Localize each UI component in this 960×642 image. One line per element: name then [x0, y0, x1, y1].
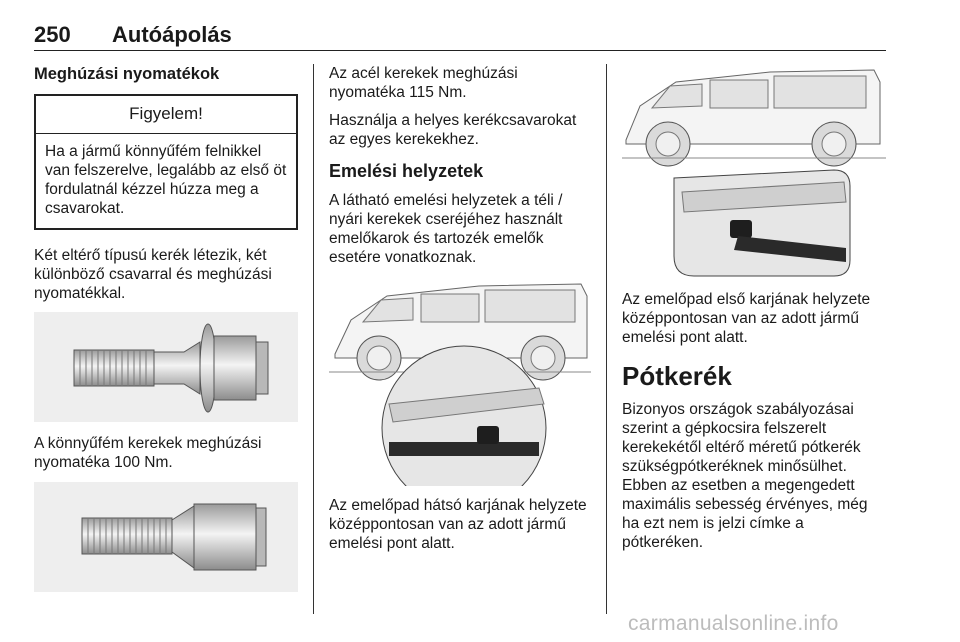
- warning-body: Ha a jármű könnyűfém felnikkel van felszerelve, legalább az első öt fordulatnál kézzel húzza meg a csavarokat.: [45, 143, 287, 217]
- section-heading-spare-wheel: Pótkerék: [622, 361, 732, 391]
- column-middle: [329, 64, 591, 562]
- column-divider-right: [606, 64, 607, 614]
- page-header: [34, 12, 886, 51]
- page-number: 250: [34, 22, 71, 47]
- rear-lift-illustration: [329, 276, 591, 486]
- section-heading-torque: Meghúzási nyomatékok: [34, 65, 220, 83]
- caption-rear-lift: Az emelőpad hátsó karjának helyzete középpontosan van az adott jármű emelési pont alatt.: [329, 497, 587, 552]
- paragraph-alloy-torque: A könnyűfém kerekek meghúzási nyomatéka 100 Nm.: [34, 435, 262, 471]
- paragraph-spare-wheel: Bizonyos országok szabályozásai szerint a gépkocsira felszerelt kerekekétől eltérő méretű pótkerék szükségpótkeréknek minősülhet. Ebben az esetben a megengedett maximális sebesség érvényes, még ha ezt nem is jelzi címke a pótkeréken.: [622, 401, 868, 551]
- paragraph-steel-torque: Az acél kerekek meghúzási nyomatéka 115 Nm.: [329, 65, 518, 101]
- paragraph-bolt-types: Két eltérő típusú kerék létezik, két különböző csavarral és meghúzási nyomatékkal.: [34, 247, 272, 302]
- alloy-bolt-illustration: [34, 312, 298, 422]
- paragraph-correct-bolts: Használja a helyes kerékcsavarokat az egyes kerekekhez.: [329, 112, 577, 148]
- watermark: carmanualsonline.info: [628, 612, 839, 635]
- steel-bolt-illustration: [34, 482, 298, 592]
- column-divider-left: [313, 64, 314, 614]
- chapter-title: Autóápolás: [112, 22, 232, 47]
- column-left: [34, 64, 298, 592]
- warning-title: Figyelem!: [36, 96, 296, 134]
- warning-box: [34, 94, 298, 230]
- section-heading-lifting: Emelési helyzetek: [329, 161, 484, 181]
- front-lift-illustration: [622, 66, 886, 278]
- paragraph-lifting-points: A látható emelési helyzetek a téli / nyári kerekek cseréjéhez használt emelőkarok és tartozék emelők esetére vonatkoznak.: [329, 192, 563, 266]
- column-right: [622, 64, 886, 561]
- caption-front-lift: Az emelőpad első karjának helyzete középpontosan van az adott jármű emelési pont alatt.: [622, 291, 871, 346]
